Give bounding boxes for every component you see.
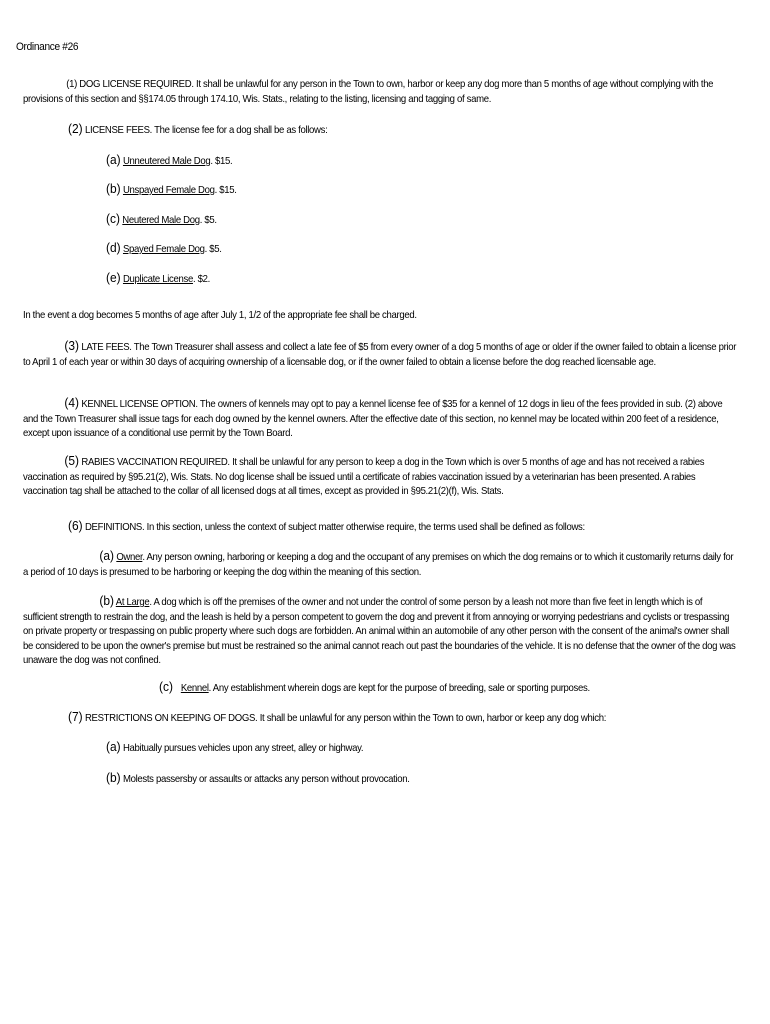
definition-term: Kennel [180, 683, 209, 694]
fee-item-label: (a) [106, 152, 121, 167]
fee-item-label: (c) [106, 211, 120, 226]
definition-text: . Any person owning, harboring or keeping a dog and the occupant of any premises on which the dog remains or to which it customarily returns daily for a period of 10 days is presumed to be harboring or keeping the dog within the meaning of this section. [23, 552, 734, 578]
section-4-number: (4) [64, 395, 80, 410]
section-5-text: RABIES VACCINATION REQUIRED. It shall be unlawful for any person to keep a dog in the Town which is over 5 months of age and has not received a rabies vaccination as required by §95.21(2), Wis. Stats. No dog license shall be issued until a certificate of rabies vaccination issued by a veterinarian has been presented. A rabies vaccination tag shall be attached to the collar of all licensed dogs at all times, except as provided in §95.21(2)(f), Wis. Stats. [23, 457, 705, 497]
section-2-number: (2) [68, 121, 83, 136]
fee-item-label: (d) [106, 240, 121, 255]
definition-label: (c) [159, 679, 173, 694]
section-2 [68, 122, 712, 139]
section-6-text: DEFINITIONS. In this section, unless the context of subject matter otherwise require, the terms used shall be defined as follows: [84, 522, 585, 533]
restriction-b [106, 771, 658, 788]
section-3 [23, 339, 739, 370]
restriction-label: (a) [106, 739, 121, 754]
fee-item-d [106, 241, 474, 258]
fee-item-amount: . $2. [192, 274, 210, 285]
section-5-number: (5) [64, 453, 80, 468]
definition-term: At Large [115, 597, 150, 608]
restriction-a [106, 740, 658, 757]
section-7 [68, 710, 749, 727]
fee-item-amount: . $5. [199, 215, 217, 226]
fee-item-a [106, 153, 474, 170]
section-1 [23, 78, 739, 107]
section-6 [68, 519, 749, 536]
definition-label: (b) [99, 593, 114, 608]
restriction-text: Habitually pursues vehicles upon any street, alley or highway. [122, 743, 364, 754]
definition-text: . Any establishment wherein dogs are kept for the purpose of breeding, sale or sporting purposes. [208, 683, 590, 694]
definition-text: . A dog which is off the premises of the owner and not under the control of some person by a leash not more than five feet in length which is of sufficient strength to restrain the dog, and the leash is held by a person competent to govern the dog and prevent it from annoying or worrying pedestrians and cyclists or trespassing on private property or trespassing on public property where such dogs are forbidden. An animal within an automobile of any other person with the consent of the animal's owner shall be considered to be upon the owner's premise but must be restrained so the animal cannot reach out past the boundaries of the vehicle. It is no defense that the owner of the dog was unaware the dog was not confined. [23, 597, 736, 666]
definition-label: (a) [99, 548, 114, 563]
fee-item-term: Neutered Male Dog [122, 215, 200, 226]
section-5 [23, 454, 739, 500]
restriction-text: Molests passersby or assaults or attacks any person without provocation. [122, 774, 410, 785]
section-2-text: LICENSE FEES. The license fee for a dog shall be as follows: [84, 125, 328, 136]
section-7-text: RESTRICTIONS ON KEEPING OF DOGS. It shall be unlawful for any person within the Town to own, harbor or keep any dog which: [84, 713, 607, 724]
definition-kennel [159, 680, 711, 697]
definition-term: Owner [116, 552, 143, 563]
section-7-number: (7) [68, 709, 83, 724]
fee-item-term: Unneutered Male Dog [122, 156, 211, 167]
ordinance-header: Ordinance #26 [16, 41, 79, 53]
section-6-number: (6) [68, 518, 83, 533]
fee-item-b [106, 182, 474, 199]
section-3-number: (3) [64, 338, 80, 353]
fee-item-term: Duplicate License [122, 274, 193, 285]
section-1-number: (1) [66, 79, 77, 90]
fee-item-label: (b) [106, 181, 121, 196]
fee-item-label: (e) [106, 270, 121, 285]
section-4 [23, 396, 739, 442]
section-1-text: DOG LICENSE REQUIRED. It shall be unlawful for any person in the Town to own, harbor or keep any dog more than 5 months of age without complying with the provisions of this section and §§174.05 through 174.10, Wis. Stats., relating to the listing, licensing and tagging of same. [23, 79, 714, 105]
fee-item-term: Spayed Female Dog [122, 244, 205, 255]
fee-item-amount: . $15. [210, 156, 233, 167]
fee-item-amount: . $15. [214, 185, 237, 196]
fee-item-e [106, 271, 474, 288]
restriction-label: (b) [106, 770, 121, 785]
fee-item-term: Unspayed Female Dog [122, 185, 215, 196]
prorate-note: In the event a dog becomes 5 months of age after July 1, 1/2 of the appropriate fee shall be charged. [23, 310, 417, 321]
fee-item-amount: . $5. [204, 244, 222, 255]
section-4-text: KENNEL LICENSE OPTION. The owners of kennels may opt to pay a kennel license fee of $35 for a kennel of 12 dogs in lieu of the fees provided in sub. (2) above and the Town Treasurer shall issue tags for each dog owned by the kennel owners. After the effective date of this section, no kennel may be located within 200 feet of a residence, except upon issuance of a conditional use permit by the Town Board. [23, 399, 723, 439]
section-3-text: LATE FEES. The Town Treasurer shall assess and collect a late fee of $5 from every owner of a dog 5 months of age or older if the owner failed to obtain a license prior to April 1 of each year or within 30 days of acquiring ownership of a licensable dog, or if the owner failed to obtain a license before the dog reached licensable age. [23, 342, 737, 368]
definition-owner [23, 549, 739, 580]
fee-item-c [106, 212, 474, 229]
definition-at-large [23, 594, 739, 669]
